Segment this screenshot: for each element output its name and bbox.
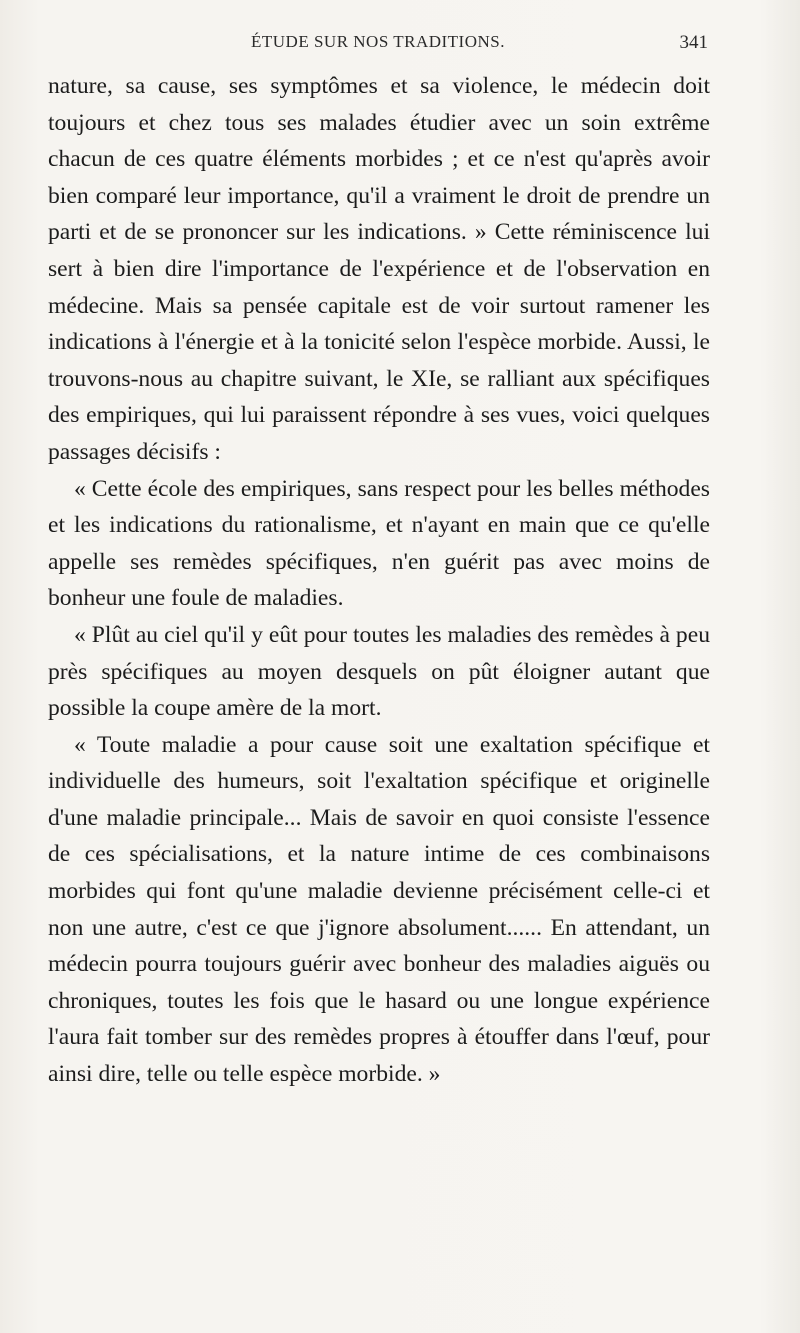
quote-paragraph-3: « Toute maladie a pour cause soit une exaltation spécifique et individuelle des humeurs, soit l'exaltation spécifique et originelle d'une maladie principale... Mais de savoir en quoi consiste l'essence de ces spécialisations, et la nature intime de ces combinaisons morbides qui font qu'une maladie devienne précisément celle-ci et non une autre, c'est ce que j'ignore absolument...... En attendant, un médecin pourra toujours guérir avec bonheur des maladies aiguës ou chroniques, toutes les fois que le hasard ou une longue expérience l'aura fait tomber sur des remèdes propres à étouffer dans l'œuf, pour ainsi dire, telle ou telle espèce morbide. » (48, 731, 710, 1088)
paragraph-continued: nature, sa cause, ses symptômes et sa violence, le médecin doit toujours et chez tous ses malades étudier avec un soin extrême chacun de ces quatre éléments morbides ; et ce n'est qu'après avoir bien comparé leur importance, qu'il a vraiment le droit de prendre un parti et de se prononcer sur les indications. » Cette réminiscence lui sert à bien dire l'importance de l'expérience et de l'observation en médecine. Mais sa pensée capitale est de voir surtout ramener les indications à l'énergie et à la tonicité selon l'espèce morbide. Aussi, le trouvons-nous au chapitre suivant, le XIe, se ralliant aux spécifiques des empiriques, qui lui paraissent répondre à ses vues, voici quelques passages décisifs : (48, 73, 710, 465)
running-title: ÉTUDE SUR NOS TRADITIONS. (251, 32, 505, 51)
quote-paragraph-1: « Cette école des empiriques, sans respect pour les belles méthodes et les indications du rationalisme, et n'ayant en main que ce qu'elle appelle ses remèdes spécifiques, n'en guérit pas avec moins de bonheur une foule de maladies. (48, 475, 710, 612)
body-text (48, 68, 710, 1093)
quote-paragraph-2: « Plût au ciel qu'il y eût pour toutes les maladies des remèdes à peu près spécifiques au moyen desquels on pût éloigner autant que possible la coupe amère de la mort. (48, 621, 710, 722)
running-head (48, 32, 708, 56)
page-number: 341 (679, 32, 708, 53)
